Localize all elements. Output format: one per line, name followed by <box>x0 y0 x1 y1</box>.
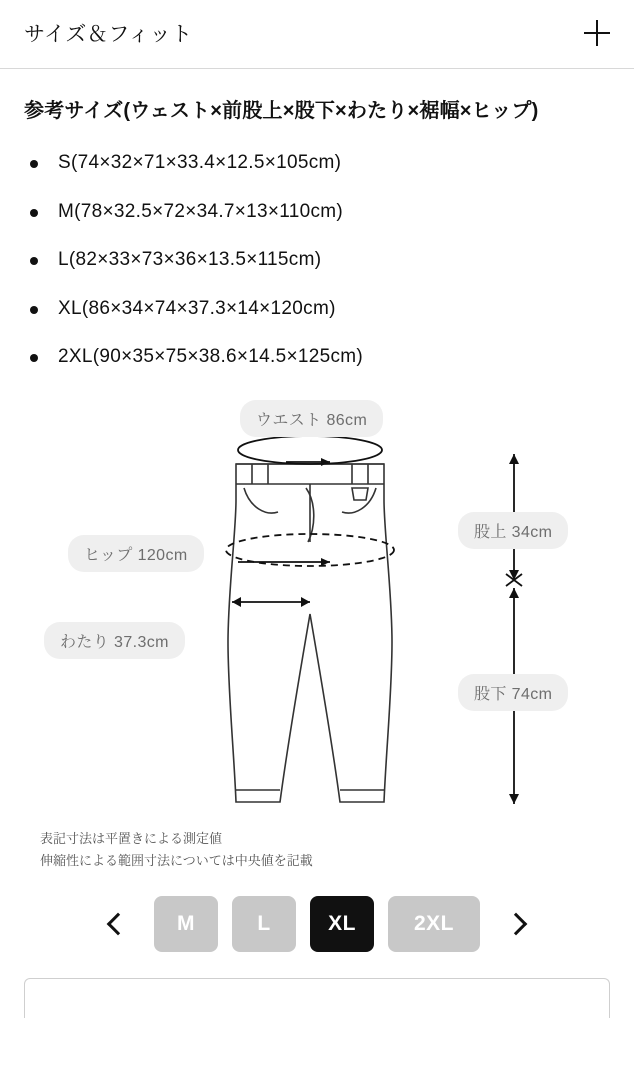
size-spec-list <box>24 149 610 372</box>
footnote-line-1: 表記寸法は平置きによる測定値 <box>40 830 223 846</box>
rise-measurement-tag: 股上 34cm <box>458 512 568 549</box>
list-item: 2XL(90×35×75×38.6×14.5×125cm) <box>24 343 610 372</box>
size-option-xl[interactable]: XL <box>310 896 374 952</box>
list-item: L(82×33×73×36×13.5×115cm) <box>24 246 610 275</box>
thigh-measurement-tag: わたり 37.3cm <box>44 622 185 659</box>
size-option-l[interactable]: L <box>232 896 296 952</box>
footnote-line-2: 伸縮性による範囲寸法については中央値を記載 <box>40 852 313 868</box>
list-item: M(78×32.5×72×34.7×13×110cm) <box>24 198 610 227</box>
chevron-left-icon[interactable] <box>96 902 140 946</box>
bottom-card[interactable] <box>24 978 610 1018</box>
inseam-measurement-tag: 股下 74cm <box>458 674 568 711</box>
section-header[interactable] <box>0 0 634 69</box>
size-option-m[interactable]: M <box>154 896 218 952</box>
measurement-diagram <box>0 392 634 822</box>
pants-illustration <box>0 392 634 822</box>
list-item: XL(86×34×74×37.3×14×120cm) <box>24 295 610 324</box>
list-item: S(74×32×71×33.4×12.5×105cm) <box>24 149 610 178</box>
size-spec-body <box>0 69 634 372</box>
hip-measurement-tag: ヒップ 120cm <box>68 535 204 572</box>
waist-measurement-tag: ウエスト 86cm <box>240 400 383 437</box>
size-selector <box>0 872 634 968</box>
size-option-2xl[interactable]: 2XL <box>388 896 480 952</box>
chevron-right-icon[interactable] <box>494 902 538 946</box>
page-title: サイズ＆フィット <box>24 23 193 46</box>
measurement-footnote <box>0 822 634 872</box>
spec-heading: 参考サイズ(ウェスト×前股上×股下×わたり×裾幅×ヒップ) <box>24 100 539 122</box>
plus-icon[interactable] <box>584 20 610 46</box>
